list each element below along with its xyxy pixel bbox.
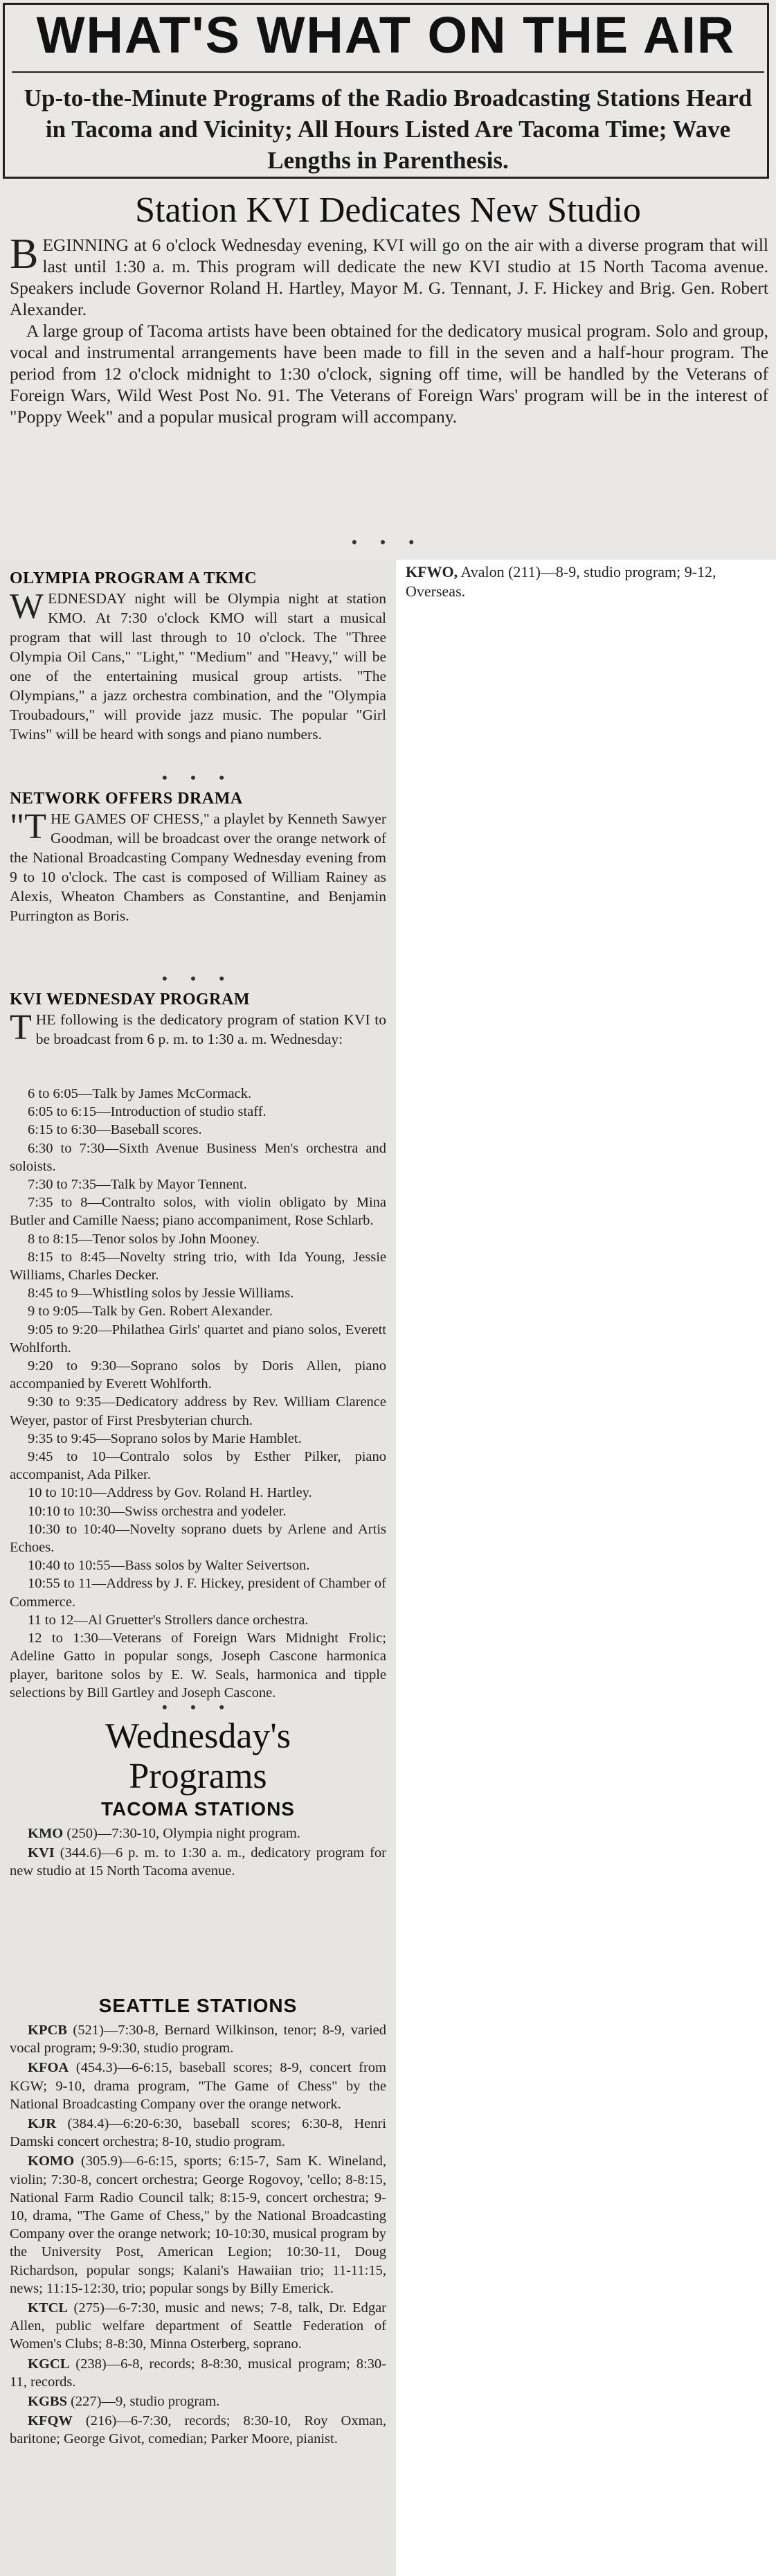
wednesday-title-line2: Programs xyxy=(129,1757,267,1796)
olympia-separator: • • • xyxy=(161,769,235,786)
kvi-heading: KVI WEDNESDAY PROGRAM xyxy=(10,991,250,1009)
story-title: Station KVI Dedicates New Studio xyxy=(135,190,641,230)
olympia-body: EDNESDAY night will be Olympia night at station KMO. At 7:30 o'clock KMO will start a musical program that will last through to 10 o'clock. The "Three Olympia Oil Cans," "Light," "Medium" and "Heavy," will be one of the entertaining musical group artists. "The Olympians," a jazz orchestra combination, and the "Olympia Troubadours," will provide jazz music. The popular "Girl Twins" will be heard with songs and piano numbers. xyxy=(10,590,386,743)
story-paragraph-1 xyxy=(10,231,768,320)
station-entry xyxy=(10,2299,386,2354)
station-schedule-text: (454.3)—6-6:15, baseball scores; 8-9, concert from KGW; 9-10, drama program, "The Game of Chess" by the National Broadcasting Company over the orange network. xyxy=(10,2060,386,2112)
station-schedule-text: (384.4)—6:20-6:30, baseball scores; 6:30-8, Henri Damski concert orchestra; 8-10, studio program. xyxy=(10,2116,386,2150)
station-call-sign: KFQW xyxy=(28,2413,73,2429)
story-separator: • • • xyxy=(351,533,424,551)
kvi-intro-text: HE following is the dedicatory program of station KVI to be broadcast from 6 p. m. to 1:30 a. m. Wednesday: xyxy=(35,1011,386,1047)
kvi-schedule-item: 6:05 to 6:15—Introduction of studio staff. xyxy=(28,1104,267,1120)
kvi-separator: • • • xyxy=(161,1698,235,1716)
network-dropcap: "T xyxy=(10,807,46,846)
story-body xyxy=(10,231,768,427)
blank-right-area xyxy=(396,560,776,2576)
header-rule xyxy=(12,71,764,73)
station-schedule-text: (238)—6-8, records; 8-8:30, musical program; 8:30-11, records. xyxy=(10,2356,386,2390)
station-call-sign: KJR xyxy=(28,2116,56,2132)
kvi-program-header xyxy=(10,989,386,1049)
kfwo-station-name: KFWO, xyxy=(406,563,458,580)
seattle-stations-list xyxy=(10,2021,386,2450)
kvi-intro xyxy=(10,1010,386,1049)
kvi-schedule-item: 9:30 to 9:35—Dedicatory address by Rev. William Clarence Weyer, pastor of First Presbyterian church. xyxy=(10,1394,386,1428)
olympia-text xyxy=(10,589,386,744)
station-entry xyxy=(10,2392,386,2410)
kvi-schedule-item: 10:30 to 10:40—Novelty soprano duets by Arlene and Artis Echoes. xyxy=(10,1521,386,1556)
kvi-schedule-item: 7:35 to 8—Contralto solos, with violin obligato by Mina Butler and Camille Naess; piano accompaniment, Rose Schlarb. xyxy=(10,1195,386,1229)
kvi-schedule-list xyxy=(10,1085,386,1702)
station-entry xyxy=(10,2115,386,2151)
station-call-sign: KTCL xyxy=(28,2300,69,2316)
kvi-schedule-item: 11 to 12—Al Gruetter's Strollers dance orchestra. xyxy=(28,1612,309,1628)
kvi-schedule-item: 10:40 to 10:55—Bass solos by Walter Seivertson. xyxy=(28,1558,310,1574)
kfwo-blurb xyxy=(406,562,769,601)
kvi-schedule-item: 10:10 to 10:30—Swiss orchestra and yodeler. xyxy=(28,1503,287,1519)
kvi-schedule-item: 9:20 to 9:30—Soprano solos by Doris Allen, piano accompanied by Everett Wohlforth. xyxy=(10,1358,386,1392)
kvi-dropcap: T xyxy=(10,1008,32,1047)
network-separator: • • • xyxy=(161,970,235,987)
station-schedule-text: (344.6)—6 p. m. to 1:30 a. m., dedicatory program for new studio at 15 North Tacoma avenue. xyxy=(10,1845,386,1879)
kvi-schedule-item: 8:45 to 9—Whistling solos by Jessie Williams. xyxy=(28,1286,294,1302)
tacoma-stations-heading: TACOMA STATIONS xyxy=(101,1798,295,1820)
kvi-schedule-item: 9 to 9:05—Talk by Gen. Robert Alexander. xyxy=(28,1304,273,1320)
station-call-sign: KOMO xyxy=(28,2153,75,2169)
kvi-schedule-item: 9:05 to 9:20—Philathea Girls' quartet and piano solos, Everett Wohlforth. xyxy=(10,1322,386,1356)
station-schedule-text: (216)—6-7:30, records; 8:30-10, Roy Oxman, baritone; George Givot, comedian; Parker Moore, pianist. xyxy=(10,2413,386,2447)
network-text xyxy=(10,809,386,925)
olympia-heading: OLYMPIA PROGRAM A TKMC xyxy=(10,569,258,587)
olympia-dropcap: W xyxy=(10,587,44,626)
station-call-sign: KMO xyxy=(28,1826,64,1841)
header-box xyxy=(3,3,769,179)
subhead: Up-to-the-Minute Programs of the Radio Broadcasting Stations Heard in Tacoma and Vicinity; All Hours Listed Are Tacoma Time; Wave Lengths in Parenthesis. xyxy=(24,85,752,174)
kvi-schedule-item: 8:15 to 8:45—Novelty string trio, with Ida Young, Jessie Williams, Charles Decker. xyxy=(10,1249,386,1283)
station-entry xyxy=(10,1844,386,1880)
station-entry xyxy=(10,2021,386,2057)
wednesday-title-line1: Wednesday's xyxy=(105,1716,291,1756)
station-schedule-text: (275)—6-7:30, music and news; 7-8, talk, Dr. Edgar Allen, public welfare department of Seattle Federation of Women's Clubs; 8-8:30, Minna Osterberg, soprano. xyxy=(10,2300,386,2352)
kvi-schedule-item: 9:35 to 9:45—Soprano solos by Marie Hamblet. xyxy=(28,1430,302,1446)
tacoma-stations-list xyxy=(10,1824,386,1882)
masthead: WHAT'S WHAT ON THE AIR xyxy=(36,6,736,64)
station-entry xyxy=(10,2059,386,2113)
station-entry xyxy=(10,2412,386,2448)
kvi-schedule-item: 6:15 to 6:30—Baseball scores. xyxy=(28,1122,202,1138)
kvi-schedule-item: 10:55 to 11—Address by J. F. Hickey, president of Chamber of Commerce. xyxy=(10,1576,386,1610)
station-schedule-text: (250)—7:30-10, Olympia night program. xyxy=(63,1826,301,1841)
station-call-sign: KVI xyxy=(28,1845,55,1861)
station-call-sign: KPCB xyxy=(28,2023,67,2038)
story-paragraph-1-text: EGINNING at 6 o'clock Wednesday evening, KVI will go on the air with a diverse program that will last until 1:30 a. m. This program will dedicate the new KVI studio at 15 North Tacoma avenue. Speakers include Governor Roland H. Hartley, Mayor M. G. Tennant, J. F. Hickey and Brig. Gen. Robert Alexander. xyxy=(10,235,768,319)
station-schedule-text: (227)—9, studio program. xyxy=(66,2394,220,2410)
station-schedule-text: (521)—7:30-8, Bernard Wilkinson, tenor; 8-9, varied vocal program; 9-9:30, studio program. xyxy=(10,2023,386,2057)
olympia-article xyxy=(10,568,386,744)
station-call-sign: KGBS xyxy=(28,2394,67,2410)
story-dropcap: B xyxy=(10,231,39,278)
kvi-schedule-item: 12 to 1:30—Veterans of Foreign Wars Midnight Frolic; Adeline Gatto in popular songs, Joseph Cascone harmonica player, baritone solos by E. W. Seals, harmonica and tipple selections by Bill Gartley and Joseph Cascone. xyxy=(10,1631,386,1700)
kfwo-text: Avalon (211)—8-9, studio program; 9-12, Overseas. xyxy=(406,563,716,600)
kvi-schedule-item: 9:45 to 10—Contralo solos by Esther Pilker, piano accompanist, Ada Pilker. xyxy=(10,1449,386,1483)
station-call-sign: KGCL xyxy=(28,2356,70,2372)
network-body: HE GAMES OF CHESS," a playlet by Kenneth Sawyer Goodman, will be broadcast over the orange network of the National Broadcasting Company Wednesday evening from 9 to 10 o'clock. The cast is composed of William Rainey as Alexis, Wheaton Chambers as Constantine, and Benjamin Purrington as Boris. xyxy=(10,810,386,924)
station-entry xyxy=(10,2355,386,2391)
station-call-sign: KFOA xyxy=(28,2060,69,2076)
network-heading: NETWORK OFFERS DRAMA xyxy=(10,790,243,808)
station-schedule-text: (305.9)—6-6:15, sports; 6:15-7, Sam K. Wineland, violin; 7:30-8, concert orchestra; George Rogovoy, 'cello; 8-8:15, National Farm Radio Council talk; 8:15-9, concert orchestra; 9-10, drama, "The Game of Chess," by the National Broadcasting Company over the orange network; 10-10:30, musical program by the University Post, American Legion; 10:30-11, Doug Richardson, popular songs; Kalani's Hawaiian trio; 11-11:15, news; 11:15-12:30, trio; popular songs by Billy Emerick. xyxy=(10,2153,386,2296)
kvi-schedule-item: 8 to 8:15—Tenor solos by John Mooney. xyxy=(28,1231,260,1247)
kvi-schedule-item: 6 to 6:05—Talk by James McCormack. xyxy=(28,1086,252,1101)
kvi-schedule-item: 7:30 to 7:35—Talk by Mayor Tennent. xyxy=(28,1177,247,1193)
kvi-schedule-item: 6:30 to 7:30—Sixth Avenue Business Men's orchestra and soloists. xyxy=(10,1140,386,1174)
kvi-schedule-item: 10 to 10:10—Address by Gov. Roland H. Hartley. xyxy=(28,1485,312,1501)
seattle-stations-heading: SEATTLE STATIONS xyxy=(98,1995,298,2016)
station-entry xyxy=(10,1824,386,1842)
story-paragraph-2: A large group of Tacoma artists have been obtained for the dedicatory musical program. Solo and group, vocal and instrumental arrangements have been made to fill in the seven and a half-hour program. The period from 12 o'clock midnight to 1:30 o'clock, signing off time, will be handled by the Veterans of Foreign Wars, Wild West Post No. 91. The Veterans of Foreign Wars' program will be in the interest of "Poppy Week" and a popular musical program will accompany. xyxy=(10,321,768,427)
station-entry xyxy=(10,2152,386,2298)
network-article xyxy=(10,788,386,925)
